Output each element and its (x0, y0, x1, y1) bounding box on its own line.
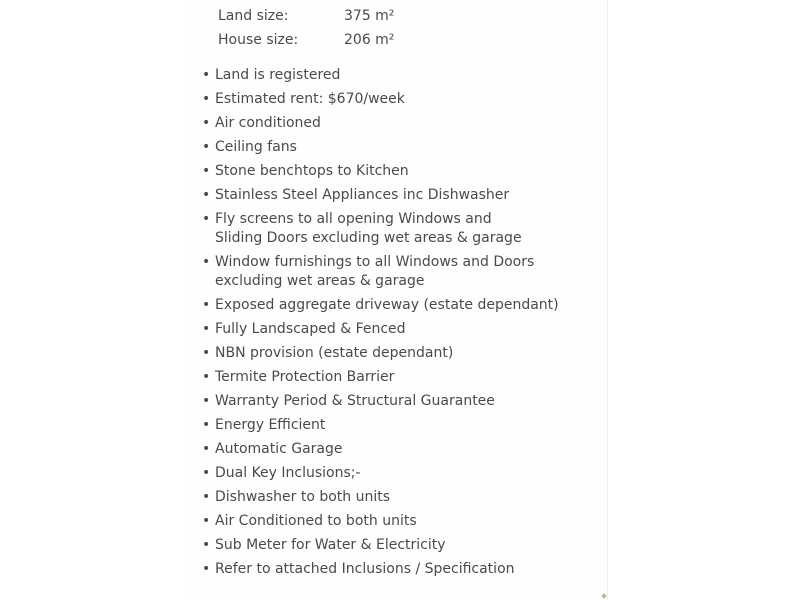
feature-item (202, 368, 559, 387)
bullet-icon: • (202, 139, 211, 155)
feature-text: Window furnishings to all Windows and Doors (215, 254, 535, 270)
feature-text: Estimated rent: $670/week (215, 91, 405, 107)
bullet-icon: • (202, 321, 211, 337)
feature-item (202, 162, 559, 181)
feature-item (202, 512, 559, 531)
bullet-icon: • (202, 441, 211, 457)
feature-item (202, 440, 559, 459)
feature-text: excluding wet areas & garage (215, 273, 425, 289)
bullet-icon: • (202, 345, 211, 361)
feature-text: Dual Key Inclusions;- (215, 465, 361, 481)
property-specs (218, 4, 394, 52)
feature-text: Air Conditioned to both units (215, 513, 417, 529)
feature-text: Refer to attached Inclusions / Specification (215, 561, 515, 577)
feature-text: Ceiling fans (215, 139, 297, 155)
bullet-icon: • (202, 297, 211, 313)
bullet-icon: • (202, 537, 211, 553)
feature-text: Stainless Steel Appliances inc Dishwasher (215, 187, 510, 203)
feature-text: Stone benchtops to Kitchen (215, 163, 409, 179)
feature-text: Exposed aggregate driveway (estate dependant) (215, 297, 559, 313)
spec-row-land-size (218, 4, 394, 28)
feature-text: Air conditioned (215, 115, 321, 131)
bullet-icon: • (202, 211, 211, 227)
feature-item (202, 66, 559, 85)
feature-item (202, 320, 559, 339)
panel-divider (607, 0, 608, 600)
bullet-icon: • (202, 91, 211, 107)
spec-row-house-size (218, 28, 394, 52)
bullet-icon: • (202, 417, 211, 433)
feature-item (202, 464, 559, 483)
feature-text: Sliding Doors excluding wet areas & garage (215, 230, 522, 246)
feature-item (202, 90, 559, 109)
feature-item (202, 560, 559, 579)
bullet-icon: • (202, 513, 211, 529)
feature-text: Warranty Period & Structural Guarantee (215, 393, 495, 409)
feature-text: Fly screens to all opening Windows and (215, 211, 492, 227)
feature-text: Automatic Garage (215, 441, 343, 457)
bullet-icon: • (202, 369, 211, 385)
spec-label: House size: (218, 32, 299, 48)
corner-mark (601, 593, 607, 599)
bullet-icon: • (202, 163, 211, 179)
feature-text: Fully Landscaped & Fenced (215, 321, 406, 337)
bullet-icon: • (202, 187, 211, 203)
bullet-icon: • (202, 465, 211, 481)
feature-item (202, 210, 559, 248)
feature-item (202, 186, 559, 205)
feature-text: Termite Protection Barrier (215, 369, 395, 385)
feature-item (202, 253, 559, 291)
feature-item (202, 114, 559, 133)
feature-item (202, 536, 559, 555)
spec-value: 206 m² (344, 32, 395, 48)
spec-value: 375 m² (344, 8, 395, 24)
spec-label: Land size: (218, 8, 289, 24)
feature-item (202, 488, 559, 507)
feature-item (202, 392, 559, 411)
property-details-panel (188, 0, 608, 600)
feature-item (202, 138, 559, 157)
bullet-icon: • (202, 67, 211, 83)
features-list (202, 66, 559, 584)
feature-item (202, 344, 559, 363)
feature-text: Energy Efficient (215, 417, 326, 433)
feature-text: Dishwasher to both units (215, 489, 391, 505)
bullet-icon: • (202, 489, 211, 505)
bullet-icon: • (202, 561, 211, 577)
feature-text: Sub Meter for Water & Electricity (215, 537, 446, 553)
bullet-icon: • (202, 393, 211, 409)
bullet-icon: • (202, 115, 211, 131)
feature-text: Land is registered (215, 67, 341, 83)
feature-item (202, 416, 559, 435)
feature-item (202, 296, 559, 315)
feature-text: NBN provision (estate dependant) (215, 345, 454, 361)
bullet-icon: • (202, 254, 211, 270)
